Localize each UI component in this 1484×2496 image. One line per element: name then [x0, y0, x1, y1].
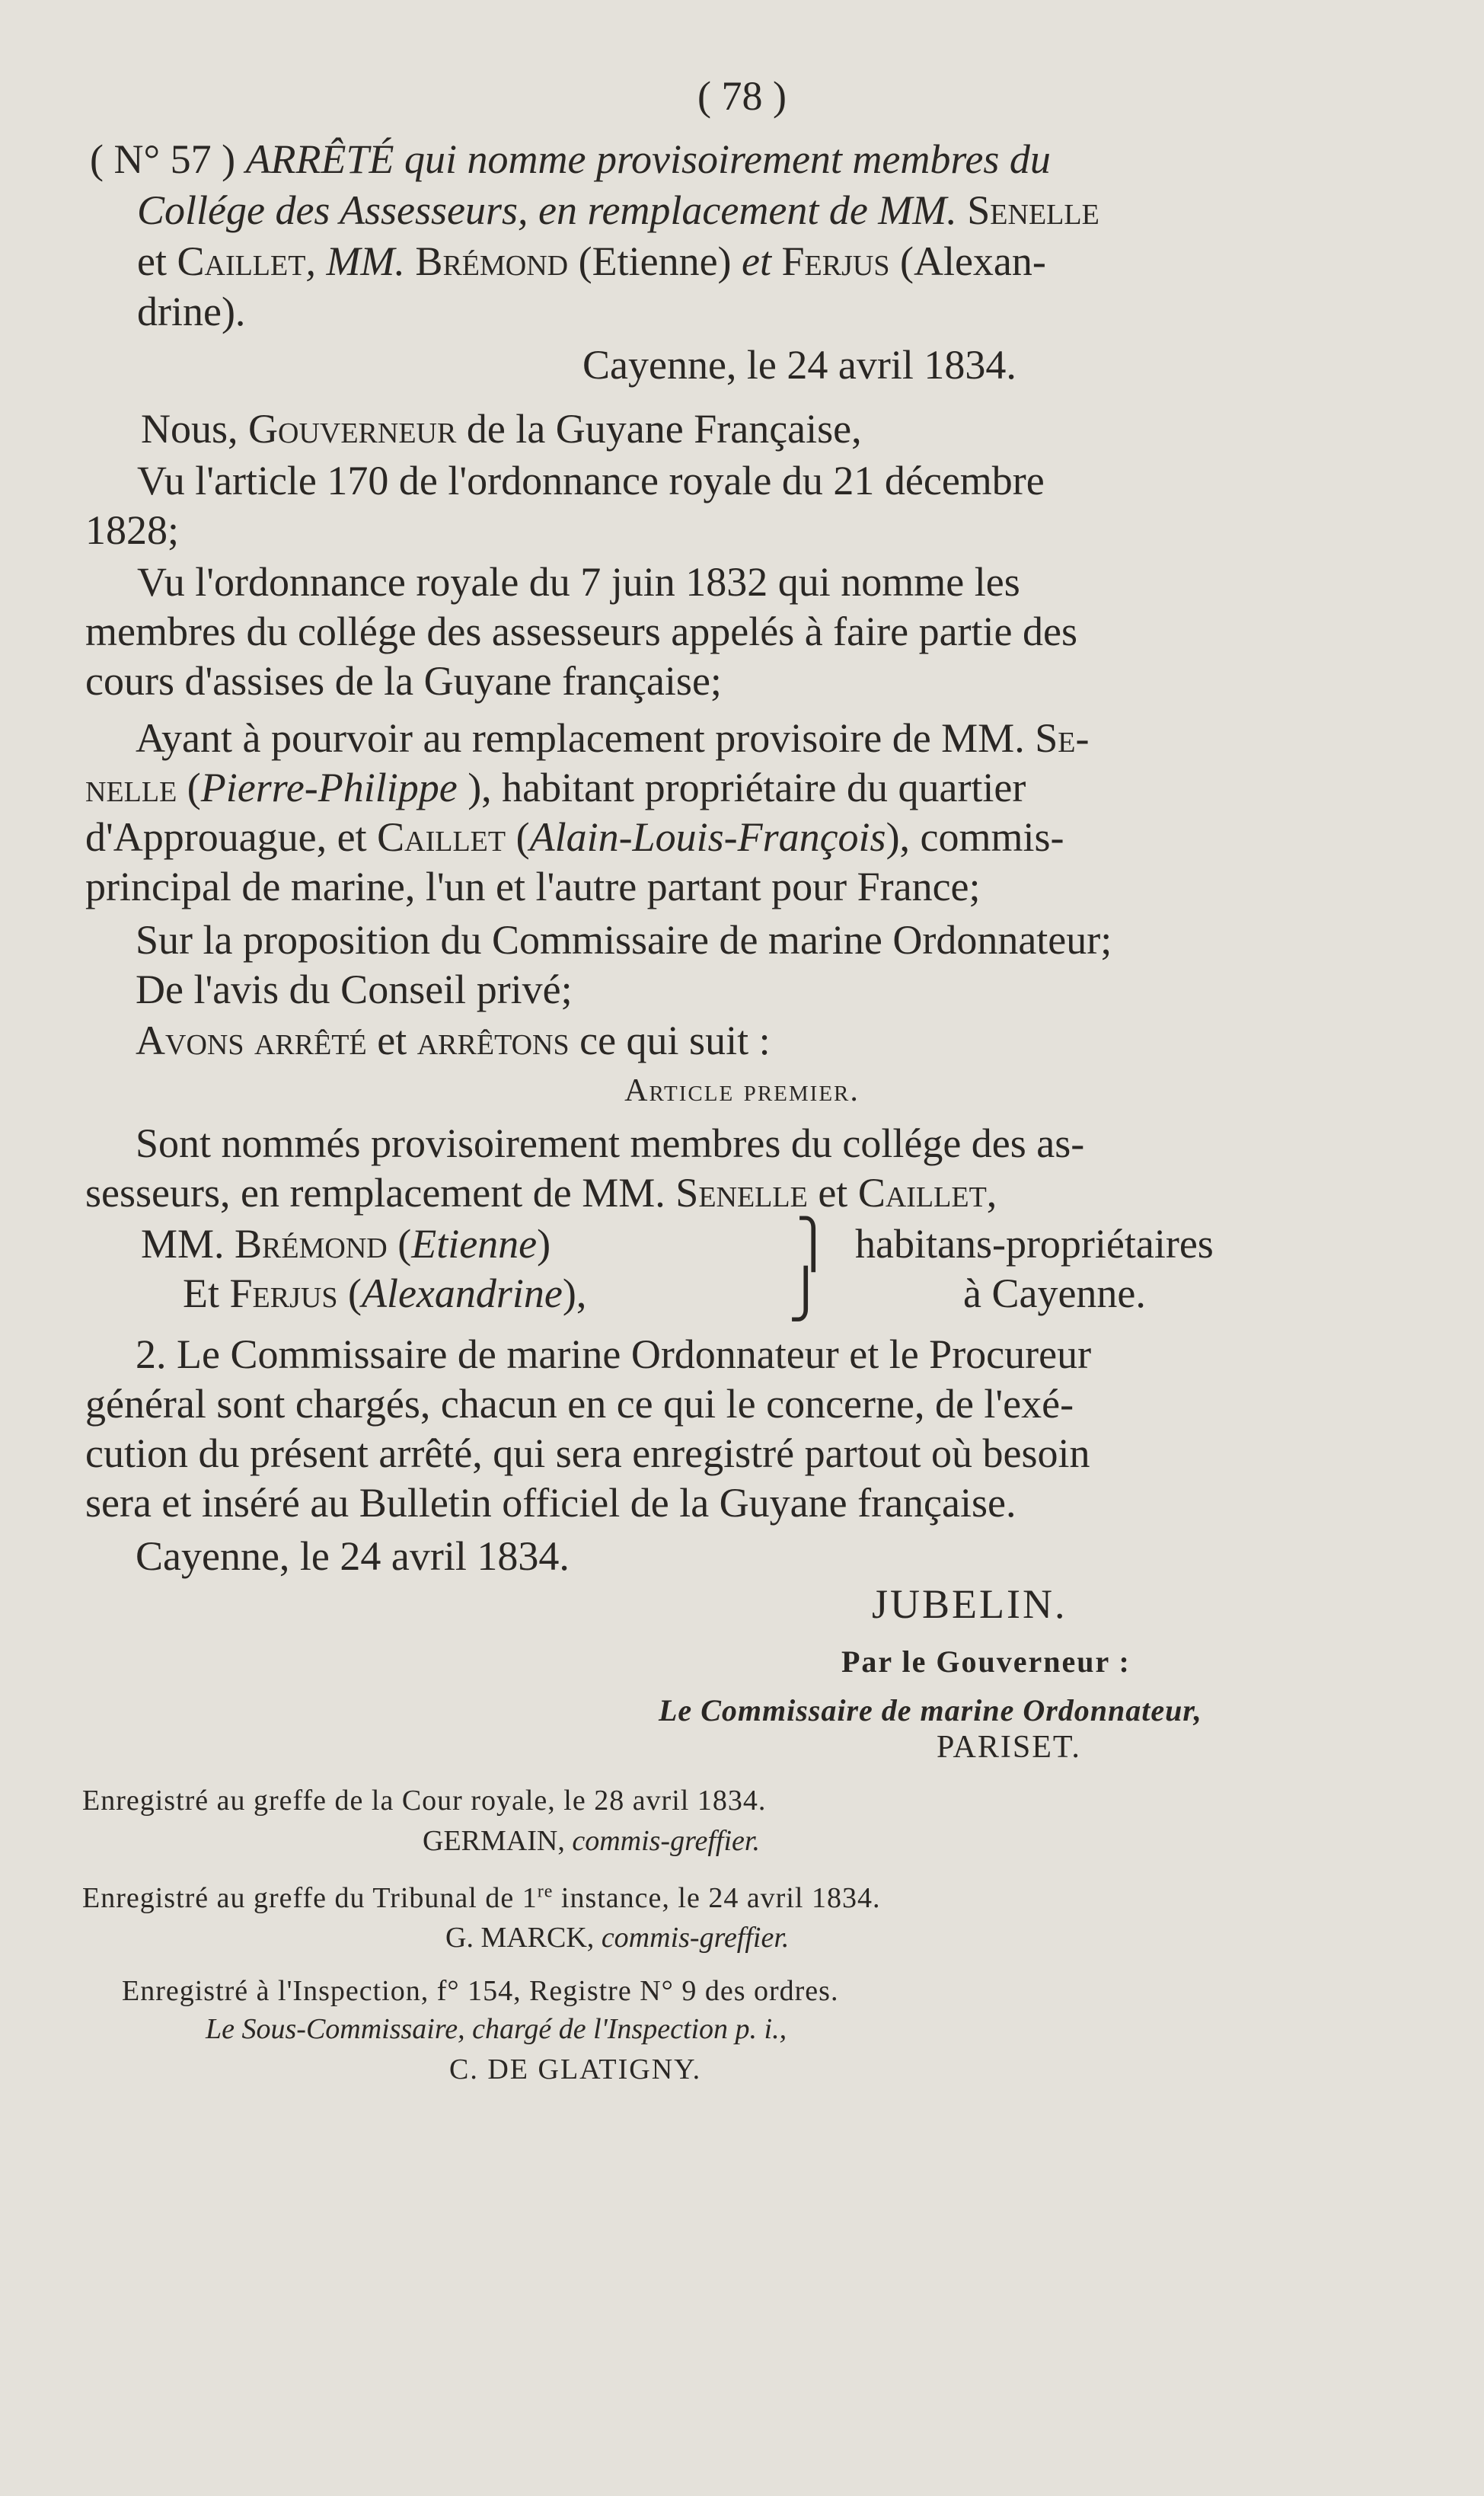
heading-line-2: Collége des Assesseurs, en remplacement de MM. Senelle — [137, 187, 1099, 233]
heading-line-1 — [90, 136, 1051, 183]
body-line-16: MM. Brémond (Etienne) — [141, 1221, 551, 1267]
body-line-14: Sont nommés provisoirement membres du collége des as- — [136, 1120, 1085, 1166]
body-line-9: d'Approuague, et Caillet (Alain-Louis-François), commis- — [85, 814, 1064, 860]
article-heading: Article premier. — [624, 1073, 860, 1108]
body-line-22: Cayenne, le 24 avril 1834. — [136, 1533, 570, 1579]
signature-official: PARISET. — [937, 1730, 1081, 1765]
signature-name: JUBELIN. — [872, 1581, 1068, 1627]
body-line-1: Nous, Gouverneur de la Guyane Française, — [141, 406, 862, 452]
brace-top: ⎫ — [796, 1219, 831, 1270]
body-line-11: Sur la proposition du Commissaire de marine Ordonnateur; — [136, 917, 1112, 963]
body-line-21: sera et inséré au Bulletin officiel de la Guyane française. — [85, 1480, 1016, 1526]
registration-3-role: Le Sous-Commissaire, chargé de l'Inspection p. i., — [206, 2013, 787, 2045]
body-line-8: nelle (Pierre-Philippe ), habitant propriétaire du quartier — [85, 765, 1026, 810]
registration-2-line: Enregistré au greffe du Tribunal de 1re instance, le 24 avril 1834. — [82, 1881, 881, 1914]
body-line-17-right: à Cayenne. — [963, 1270, 1146, 1316]
heading-number: ( N° 57 ) — [90, 136, 236, 182]
body-line-10: principal de marine, l'un et l'autre partant pour France; — [85, 864, 981, 909]
brace-bottom: ⎭ — [788, 1269, 824, 1321]
registration-3-line: Enregistré à l'Inspection, f° 154, Registre N° 9 des ordres. — [122, 1975, 839, 2007]
body-line-16-right: habitans-propriétaires — [855, 1221, 1214, 1267]
body-line-2: Vu l'article 170 de l'ordonnance royale du 21 décembre — [137, 458, 1045, 503]
body-line-18: 2. Le Commissaire de marine Ordonnateur et le Procureur — [136, 1331, 1092, 1377]
registration-2-signer: G. MARCK, commis-greffier. — [445, 1922, 790, 1954]
signature-role: Le Commissaire de marine Ordonnateur, — [659, 1693, 1202, 1727]
body-line-17: Et Ferjus (Alexandrine), — [183, 1270, 587, 1316]
body-line-5: membres du collége des assesseurs appelés à faire partie des — [85, 609, 1077, 654]
signature-by: Par le Gouverneur : — [841, 1644, 1131, 1679]
body-line-12: De l'avis du Conseil privé; — [136, 967, 573, 1012]
registration-1-line: Enregistré au greffe de la Cour royale, le 28 avril 1834. — [82, 1785, 767, 1817]
body-line-6: cours d'assises de la Guyane française; — [85, 658, 722, 704]
registration-1-signer: GERMAIN, commis-greffier. — [423, 1825, 760, 1857]
heading-line-3: et Caillet, MM. Brémond (Etienne) et Ferjus (Alexan- — [137, 238, 1046, 284]
body-line-3: 1828; — [85, 507, 180, 553]
body-line-20: cution du présent arrêté, qui sera enregistré partout où besoin — [85, 1430, 1090, 1476]
body-line-4: Vu l'ordonnance royale du 7 juin 1832 qui nomme les — [137, 559, 1020, 605]
heading-line-4: drine). — [137, 289, 246, 334]
page-number: ( 78 ) — [697, 73, 787, 119]
registration-3-signer: C. DE GLATIGNY. — [449, 2053, 702, 2085]
body-line-19: général sont chargés, chacun en ce qui le concerne, de l'exé- — [85, 1381, 1074, 1427]
body-line-15: sesseurs, en remplacement de MM. Senelle et Caillet, — [85, 1170, 997, 1216]
body-line-7: Ayant à pourvoir au remplacement provisoire de MM. Se- — [136, 715, 1090, 761]
date-line: Cayenne, le 24 avril 1834. — [582, 342, 1016, 388]
body-line-13: Avons arrêté et arrêtons ce qui suit : — [136, 1018, 771, 1063]
heading-title: ARRÊTÉ qui nomme provisoirement membres du — [245, 136, 1051, 182]
